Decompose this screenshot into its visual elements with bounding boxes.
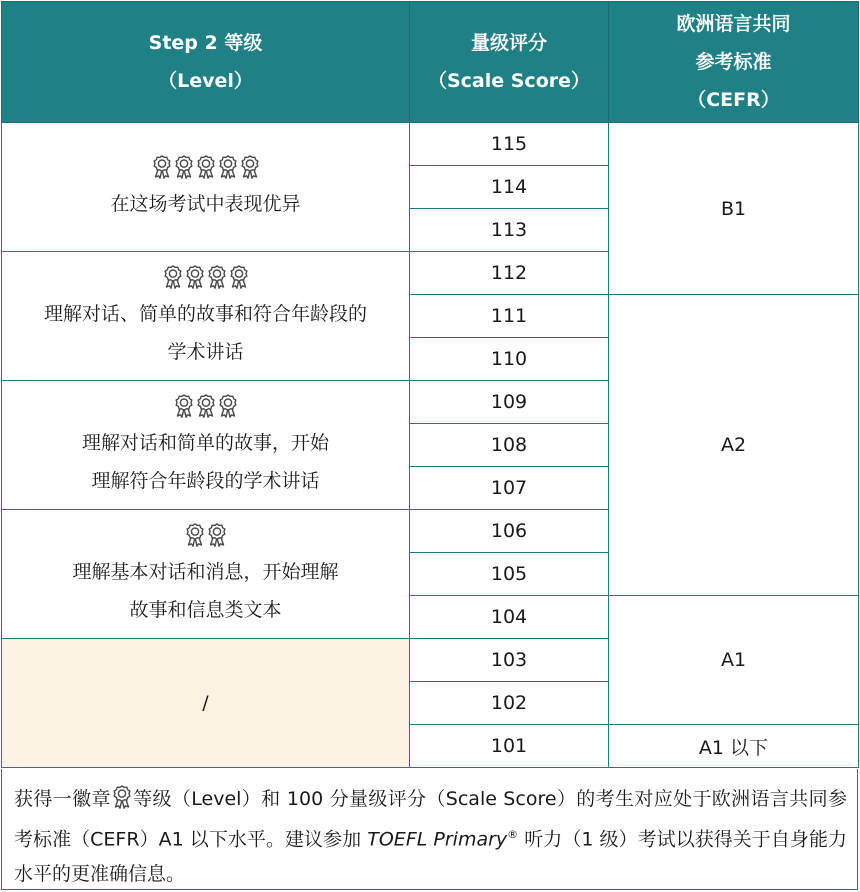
cefr-cell-b1: B1 bbox=[609, 123, 859, 295]
score-cell: 115 bbox=[410, 123, 609, 166]
header-row bbox=[2, 2, 859, 123]
badge-icon bbox=[112, 785, 132, 809]
level-3-cell bbox=[2, 381, 410, 510]
badge-icon bbox=[240, 155, 260, 179]
score-table bbox=[1, 1, 859, 768]
badge-icon bbox=[185, 523, 205, 547]
badge-row bbox=[2, 151, 409, 181]
badge-icon bbox=[218, 394, 238, 418]
badge-icon bbox=[174, 155, 194, 179]
score-cell: 112 bbox=[410, 252, 609, 295]
level-description: 故事和信息类文本 bbox=[129, 599, 282, 621]
badge-icon bbox=[207, 523, 227, 547]
level-description: 理解符合年龄段的学术讲话 bbox=[91, 470, 320, 492]
badge-row bbox=[2, 390, 409, 420]
level-description: 理解对话和简单的故事，开始 bbox=[81, 432, 329, 454]
score-cell: 108 bbox=[410, 424, 609, 467]
level-2-cell bbox=[2, 510, 410, 639]
badge-icon bbox=[174, 394, 194, 418]
cefr-cell-a1: A1 bbox=[609, 596, 859, 725]
badge-icon bbox=[207, 265, 227, 289]
footnote bbox=[1, 769, 858, 890]
score-cell: 104 bbox=[410, 596, 609, 639]
score-cell: 114 bbox=[410, 166, 609, 209]
score-cell: 106 bbox=[410, 510, 609, 553]
score-cell: 107 bbox=[410, 467, 609, 510]
level-description: 理解基本对话和消息，开始理解 bbox=[72, 561, 339, 583]
score-cell: 110 bbox=[410, 338, 609, 381]
level-description: 学术讲话 bbox=[167, 341, 244, 363]
score-cell: 111 bbox=[410, 295, 609, 338]
badge-icon bbox=[163, 265, 183, 289]
score-cell: 109 bbox=[410, 381, 609, 424]
score-cell: 103 bbox=[410, 639, 609, 682]
level-5-cell bbox=[2, 123, 410, 252]
header-level: Step 2 等级 （Level） bbox=[2, 2, 410, 123]
badge-row bbox=[2, 261, 409, 291]
footnote-text: 获得一徽章 等级（Level）和 100 分量级评分（Scale Score）的考生对应处于欧洲语言共同参考标准（CEFR）A1 以下水平。建议参加 TOEFL Primary® 听力（1 级）考试以获得关于自身能力水平的更准确信息。 bbox=[2, 769, 857, 892]
badge-icon bbox=[185, 265, 205, 289]
badge-row bbox=[2, 519, 409, 549]
cefr-cell-below-a1: A1 以下 bbox=[609, 725, 859, 768]
header-cefr: 欧洲语言共同 参考标准 （CEFR） bbox=[609, 2, 859, 123]
badge-icon bbox=[218, 155, 238, 179]
badge-icon bbox=[152, 155, 172, 179]
score-cell: 102 bbox=[410, 682, 609, 725]
product-name: TOEFL Primary bbox=[367, 828, 508, 851]
badge-icon bbox=[196, 155, 216, 179]
level-description: 理解对话、简单的故事和符合年龄段的 bbox=[43, 303, 367, 325]
cefr-cell-a2: A2 bbox=[609, 295, 859, 596]
header-score: 量级评分 （Scale Score） bbox=[410, 2, 609, 123]
table-row bbox=[2, 123, 859, 166]
badge-icon bbox=[196, 394, 216, 418]
level-4-cell bbox=[2, 252, 410, 381]
level-description: 在这场考试中表现优异 bbox=[110, 193, 301, 215]
level-1-cell: / bbox=[2, 639, 410, 768]
score-cell: 105 bbox=[410, 553, 609, 596]
score-cell: 113 bbox=[410, 209, 609, 252]
badge-icon bbox=[229, 265, 249, 289]
score-cell: 101 bbox=[410, 725, 609, 768]
